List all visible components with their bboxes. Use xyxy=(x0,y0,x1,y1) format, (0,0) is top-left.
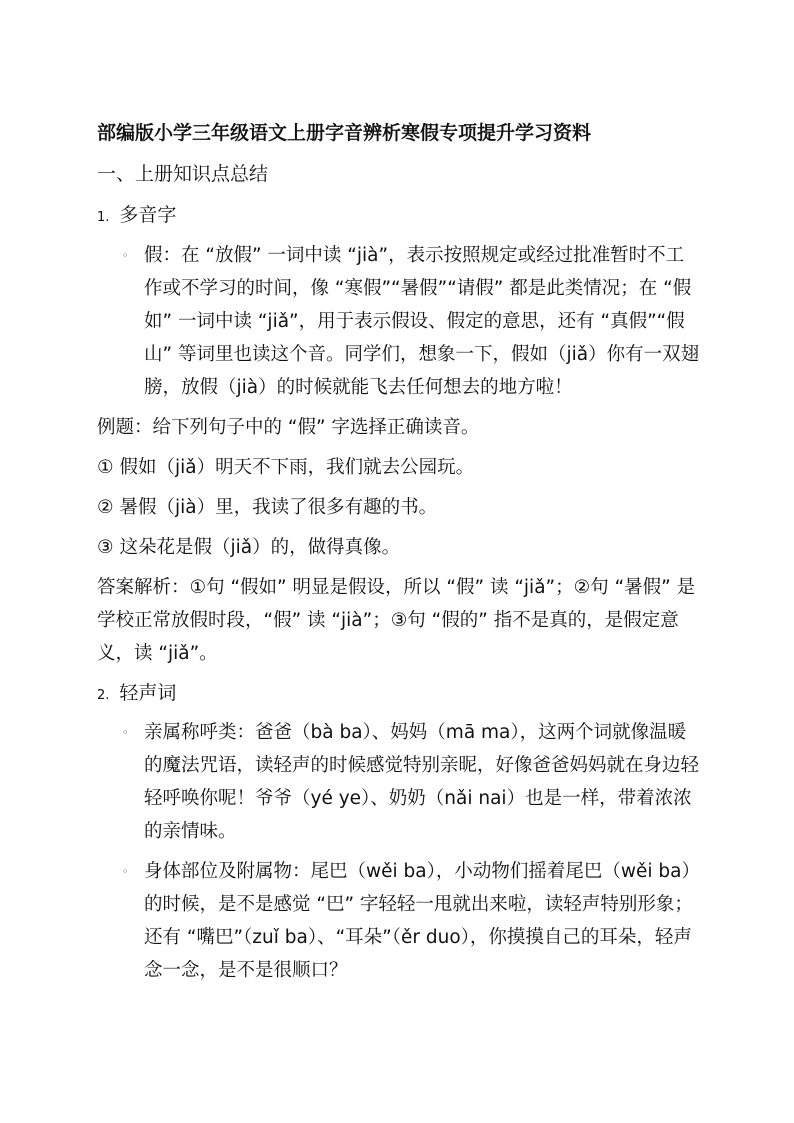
example-question-3: ③ 这朵花是假（jiǎ）的，做得真像。 xyxy=(97,537,401,558)
bullet-item-kinship xyxy=(122,716,702,848)
item-heading-polyphonic xyxy=(97,202,176,231)
bullet-item-jia xyxy=(122,239,702,404)
bullet-icon: ◦ xyxy=(122,865,129,878)
item-heading-neutral-tone xyxy=(97,680,176,709)
bullet-text: 身体部位及附属物：尾巴（wěi ba），小动物们摇着尾巴（wěi ba）的时候，是不是感觉 “巴” 字轻轻一甩就出来啦，读轻声特别形象；还有 “嘴巴”（zuǐ ba）、“耳朵”（ěr duo），你摸摸自己的耳朵，轻声念一念，是不是很顺口？ xyxy=(144,861,700,981)
example-question-1: ① 假如（jiǎ）明天不下雨，我们就去公园玩。 xyxy=(97,457,475,478)
item-number: 1. xyxy=(97,210,110,225)
bullet-icon: ◦ xyxy=(122,726,129,739)
bullet-icon: ◦ xyxy=(122,249,129,262)
bullet-item-body-parts xyxy=(122,855,702,987)
example-question-2: ② 暑假（jià）里，我读了很多有趣的书。 xyxy=(97,497,438,518)
bullet-text: 亲属称呼类：爸爸（bà ba）、妈妈（mā ma），这两个词就像温暖的魔法咒语，读轻声的时候感觉特别亲昵，好像爸爸妈妈就在身边轻轻呼唤你呢！爷爷（yé ye）、奶奶（nǎi nai）也是一样，带着浓浓的亲情味。 xyxy=(144,722,700,842)
item-heading-label: 轻声词 xyxy=(119,682,177,704)
section-heading-summary: 一、上册知识点总结 xyxy=(97,163,269,185)
item-heading-label: 多音字 xyxy=(119,204,177,226)
example-prompt: 例题：给下列句子中的 “假” 字选择正确读音。 xyxy=(97,417,480,438)
bullet-text: 假：在 “放假” 一词中读 “jià”，表示按照规定或经过批准暂时不工作或不学习的时间，像 “寒假”“暑假”“请假” 都是此类情况；在 “假如” 一词中读 “jiǎ”，用于表示假设、假定的意思，还有 “真假”“假山” 等词里也读这个音。同学们，想象一下，假如（jiǎ）你有一双翅膀，放假（jià）的时候就能飞去任何想去的地方啦！ xyxy=(144,245,700,398)
item-number: 2. xyxy=(97,688,110,703)
example-answer: 答案解析：①句 “假如” 明显是假设，所以 “假” 读 “jiǎ”；②句 “暑假” 是学校正常放假时段，“假” 读 “jià”；③句 “假的” 指不是真的，是假定意义，读 “jiǎ”。 xyxy=(97,577,696,664)
document-title: 部编版小学三年级语文上册字音辨析寒假专项提升学习资料 xyxy=(97,122,592,144)
